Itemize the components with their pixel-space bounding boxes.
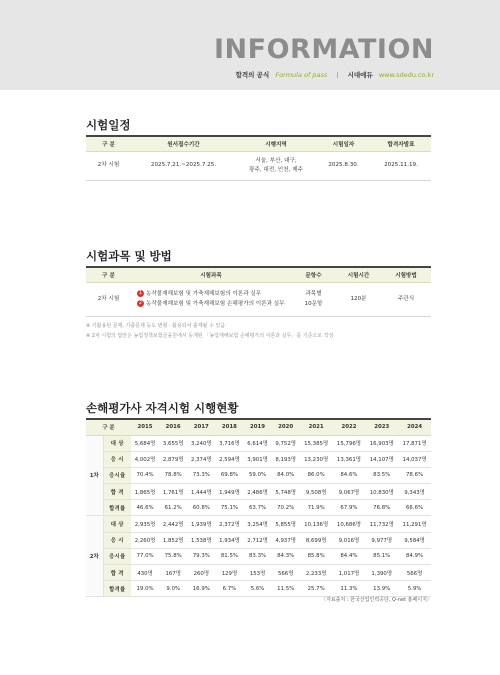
value-cell: 25.7% [300,581,333,597]
question-count-cell [291,282,336,316]
value-cell: 566명 [398,565,431,581]
row-label-cell: 응시율 [103,467,131,483]
subjects-header-cell: 시험방법 [381,267,431,282]
value-cell: 9,752명 [272,435,300,451]
value-cell: 69.8% [215,467,243,483]
note-line: ※ 기활용된 문제, 기출문제 등도 변형 · 활용되어 출제될 수 있음 [86,323,226,329]
schedule-header-cell: 합격자발표 [371,136,431,151]
value-cell: 15,385명 [300,435,333,451]
row-label-cell: 응시율 [103,548,131,564]
value-cell: 5.6% [244,581,272,597]
value-cell: 71.9% [300,500,333,516]
status-header-cell: 2015 [131,419,159,435]
schedule-header-cell: 시험일자 [316,136,371,151]
table-row [86,484,431,500]
value-cell: 3,240명 [187,435,215,451]
announcement-cell: 2025.11.19. [371,151,431,180]
status-header-cell: 2017 [187,419,215,435]
value-cell: 9,343명 [398,484,431,500]
value-cell: 3,254명 [244,516,272,532]
note-line: ※ 2차 시험의 답안은 농업정책보험금융원에서 등재된 「농업재해보험 손해평가의 이론과 실무」를 기준으로 작성 [86,333,334,339]
value-cell: 11,732명 [365,516,398,532]
schedule-header-cell: 구 분 [86,136,131,151]
duration-cell: 120분 [336,282,381,316]
value-cell: 84.0% [272,467,300,483]
application-period-cell: 2025.7.21.~2025.7.25. [131,151,236,180]
website-link[interactable]: www.sdedu.co.kr [378,71,434,79]
subjects-header-row [86,267,431,282]
category-cell: 2차 시험 [86,282,131,316]
question-count-line: 과목별 [305,291,322,297]
number-badge: 2 [138,300,143,306]
value-cell: 5.9% [398,581,431,597]
value-cell: 153명 [244,565,272,581]
value-cell: 167명 [159,565,187,581]
value-cell: 10,686명 [333,516,366,532]
value-cell: 85.1% [365,548,398,564]
value-cell: 9,016명 [333,532,366,548]
value-cell: 17,871명 [398,435,431,451]
value-cell: 1,444명 [187,484,215,500]
table-row [86,467,431,483]
subjects-header-cell: 시험시간 [336,267,381,282]
value-cell: 14,037명 [398,451,431,467]
value-cell: 85.8% [300,548,333,564]
table-row [86,500,431,516]
value-cell: 77.0% [131,548,159,564]
status-header-cell: 2019 [244,419,272,435]
value-cell: 1,865명 [131,484,159,500]
value-cell: 2,712명 [244,532,272,548]
row-label-cell: 응 시 [103,451,131,467]
number-badge: 1 [138,290,143,296]
status-header-cell: 2016 [159,419,187,435]
subject-item [131,289,291,299]
table-row [86,565,431,581]
subjects-notes [86,321,333,341]
value-cell: 129명 [215,565,243,581]
value-cell: 2,233명 [300,565,333,581]
region-line: 광주, 대전, 인천, 제주 [249,166,303,173]
value-cell: 1,934명 [215,532,243,548]
exam-part-cell: 2차 [86,516,103,597]
status-header-cell: 2021 [300,419,333,435]
subjects-header-cell: 시험과목 [131,267,291,282]
value-cell: 1,390명 [365,565,398,581]
value-cell: 9,508명 [300,484,333,500]
status-header-cell: 2022 [333,419,366,435]
value-cell: 59.0% [244,467,272,483]
exam-part-cell: 1차 [86,435,103,516]
value-cell: 5,748명 [272,484,300,500]
value-cell: 2,935명 [131,516,159,532]
value-cell: 9.0% [159,581,187,597]
separator: | [336,71,339,79]
table-row [86,435,431,451]
value-cell: 1,852명 [159,532,187,548]
value-cell: 2,486명 [244,484,272,500]
table-row [86,581,431,597]
value-cell: 8,193명 [272,451,300,467]
value-cell: 70.4% [131,467,159,483]
value-cell: 76.8% [365,500,398,516]
value-cell: 11.5% [272,581,300,597]
row-label-cell: 합 격 [103,565,131,581]
value-cell: 16.9% [187,581,215,597]
schedule-header-cell: 원서접수기간 [131,136,236,151]
value-cell: 2,372명 [215,516,243,532]
value-cell: 63.7% [244,500,272,516]
value-cell: 78.6% [398,467,431,483]
value-cell: 430명 [131,565,159,581]
table-row [86,151,431,180]
value-cell: 9,067명 [333,484,366,500]
subjects-header-cell: 문항수 [291,267,336,282]
table-row [86,532,431,548]
value-cell: 16,903명 [365,435,398,451]
value-cell: 75.8% [159,548,187,564]
value-cell: 2,374명 [187,451,215,467]
schedule-table [86,135,431,181]
value-cell: 15,796명 [333,435,366,451]
subjects-title: 시험과목 및 방법 [86,249,172,263]
value-cell: 4,002명 [131,451,159,467]
brand-label: 합격의 공식 [235,71,270,79]
value-cell: 2,594명 [215,451,243,467]
value-cell: 2,879명 [159,451,187,467]
schedule-title: 시험일정 [86,118,131,132]
row-label-cell: 합격률 [103,500,131,516]
schedule-header-cell: 시행지역 [236,136,316,151]
publisher-label: 시대에듀 [347,71,373,79]
value-cell: 260명 [187,565,215,581]
category-cell: 2차 시험 [86,151,131,180]
row-label-cell: 대 상 [103,516,131,532]
row-label-cell: 대 상 [103,435,131,451]
value-cell: 66.6% [398,500,431,516]
value-cell: 67.9% [333,500,366,516]
value-cell: 86.0% [300,467,333,483]
value-cell: 1,949명 [215,484,243,500]
value-cell: 10,136명 [300,516,333,532]
value-cell: 566명 [272,565,300,581]
value-cell: 10,830명 [365,484,398,500]
table-row [86,548,431,564]
value-cell: 81.5% [215,548,243,564]
value-cell: 13,230명 [300,451,333,467]
value-cell: 79.3% [187,548,215,564]
status-header-row [86,419,431,435]
value-cell: 84.6% [333,467,366,483]
value-cell: 13,361명 [333,451,366,467]
value-cell: 13.9% [365,581,398,597]
table-row [86,282,431,316]
value-cell: 1,761명 [159,484,187,500]
value-cell: 2,260명 [131,532,159,548]
row-label-cell: 합 격 [103,484,131,500]
value-cell: 46.6% [131,500,159,516]
value-cell: 3,901명 [244,451,272,467]
table-row [86,451,431,467]
value-cell: 6,614명 [244,435,272,451]
value-cell: 70.2% [272,500,300,516]
value-cell: 9,977명 [365,532,398,548]
status-header-cell: 2020 [272,419,300,435]
value-cell: 1,939명 [187,516,215,532]
value-cell: 2,442명 [159,516,187,532]
value-cell: 11.3% [333,581,366,597]
subjects-table [86,266,431,317]
value-cell: 5,684명 [131,435,159,451]
value-cell: 1,538명 [187,532,215,548]
value-cell: 5,855명 [272,516,300,532]
value-cell: 84.3% [272,548,300,564]
subject-name: 농작물재해보험 및 가축재해보험의 이론과 실무 [146,291,262,297]
value-cell: 78.8% [159,467,187,483]
status-title: 손해평가사 자격시험 시행현황 [86,401,239,415]
value-cell: 61.2% [159,500,187,516]
value-cell: 3,655명 [159,435,187,451]
value-cell: 84.9% [398,548,431,564]
value-cell: 1,017명 [333,565,366,581]
subject-item [131,299,291,309]
value-cell: 73.3% [187,467,215,483]
region-line: 서울, 부산, 대구, [255,157,297,164]
question-count-line: 10문항 [304,301,323,307]
subject-name: 농작물재해보험 및 가축재해보험 손해평가의 이론과 실무 [146,301,285,307]
value-cell: 6.7% [215,581,243,597]
row-label-cell: 응 시 [103,532,131,548]
status-header-cell: 2018 [215,419,243,435]
value-cell: 83.3% [244,548,272,564]
subject-cell [131,282,291,316]
row-label-cell: 합격률 [103,581,131,597]
value-cell: 8,699명 [300,532,333,548]
status-table [86,418,431,597]
source-note: 〈자료출처 : 한국산업인력공단, Q-net 홈페이지〉 [321,597,432,603]
exam-date-cell: 2025.8.30. [316,151,371,180]
status-header-cell: 2023 [365,419,398,435]
value-cell: 60.8% [187,500,215,516]
subjects-header-cell: 구 분 [86,267,131,282]
region-cell [236,151,316,180]
status-table-body [86,435,431,597]
value-cell: 9,584명 [398,532,431,548]
value-cell: 4,937명 [272,532,300,548]
method-cell: 주관식 [381,282,431,316]
schedule-header-row [86,136,431,151]
slogan-label: Formula of pass [275,71,328,79]
value-cell: 3,716명 [215,435,243,451]
value-cell: 84.4% [333,548,366,564]
header-tagline [236,70,434,79]
value-cell: 11,291명 [398,516,431,532]
status-header-cell: 구 분 [86,419,131,435]
page-title: INFORMATION [213,34,434,65]
value-cell: 83.5% [365,467,398,483]
status-header-cell: 2024 [398,419,431,435]
table-row [86,516,431,532]
value-cell: 19.0% [131,581,159,597]
value-cell: 14,107명 [365,451,398,467]
value-cell: 75.1% [215,500,243,516]
